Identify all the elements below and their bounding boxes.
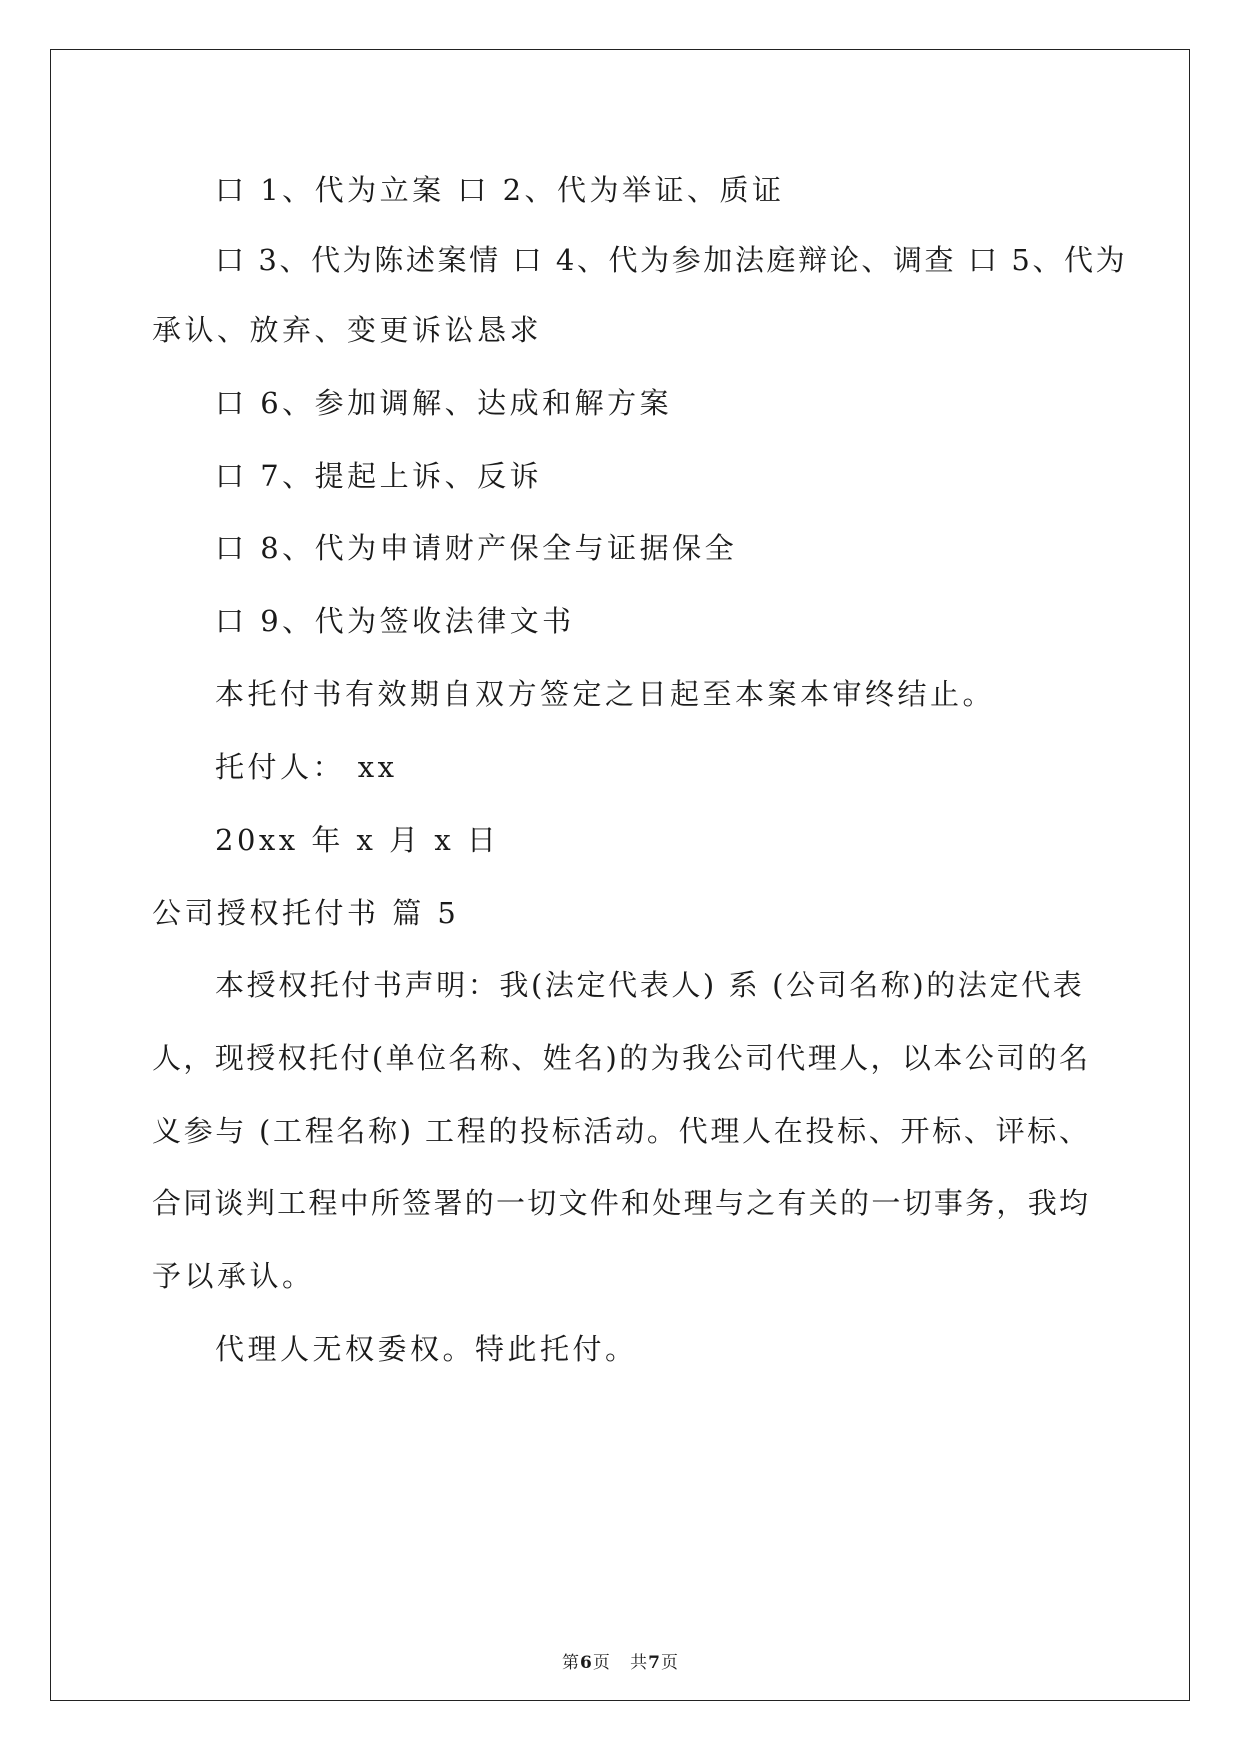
page-footer xyxy=(0,1651,1241,1675)
option-line-1-2: 口 1、代为立案 口 2、代为举证、质证 xyxy=(215,173,785,207)
footer-suffix: 页 xyxy=(660,1653,679,1673)
principal-signature: 托付人： xx xyxy=(215,750,398,784)
option-line-9: 口 9、代为签收法律文书 xyxy=(215,604,575,638)
option-line-6: 口 6、参加调解、达成和解方案 xyxy=(215,386,673,420)
page-border xyxy=(50,49,1190,1701)
option-line-5-continued: 承认、放弃、变更诉讼恳求 xyxy=(152,313,543,347)
closing-statement: 代理人无权委权。特此托付。 xyxy=(215,1332,638,1366)
footer-prefix: 第 xyxy=(562,1653,581,1673)
declaration-line-3: 义参与 (工程名称) 工程的投标活动。代理人在投标、开标、评标、 xyxy=(152,1114,1090,1148)
declaration-line-4: 合同谈判工程中所签署的一切文件和处理与之有关的一切事务，我均 xyxy=(152,1186,1090,1220)
total-page-number: 7 xyxy=(648,1653,661,1673)
signing-date: 20xx 年 x 月 x 日 xyxy=(215,823,500,857)
option-line-7: 口 7、提起上诉、反诉 xyxy=(215,459,543,493)
section-heading: 公司授权托付书 篇 5 xyxy=(152,896,460,930)
declaration-line-2: 人，现授权托付(单位名称、姓名)的为我公司代理人，以本公司的名 xyxy=(152,1041,1090,1075)
declaration-line-1: 本授权托付书声明：我(法定代表人) 系 (公司名称)的法定代表 xyxy=(215,968,1085,1002)
declaration-line-5: 予以承认。 xyxy=(152,1259,315,1293)
option-line-8: 口 8、代为申请财产保全与证据保全 xyxy=(215,531,738,565)
current-page-number: 6 xyxy=(580,1653,593,1673)
option-line-3-5: 口 3、代为陈述案情 口 4、代为参加法庭辩论、调查 口 5、代为 xyxy=(215,243,1128,277)
footer-mid: 页 共 xyxy=(592,1653,649,1673)
validity-statement: 本托付书有效期自双方签定之日起至本案本审终结止。 xyxy=(215,677,996,711)
